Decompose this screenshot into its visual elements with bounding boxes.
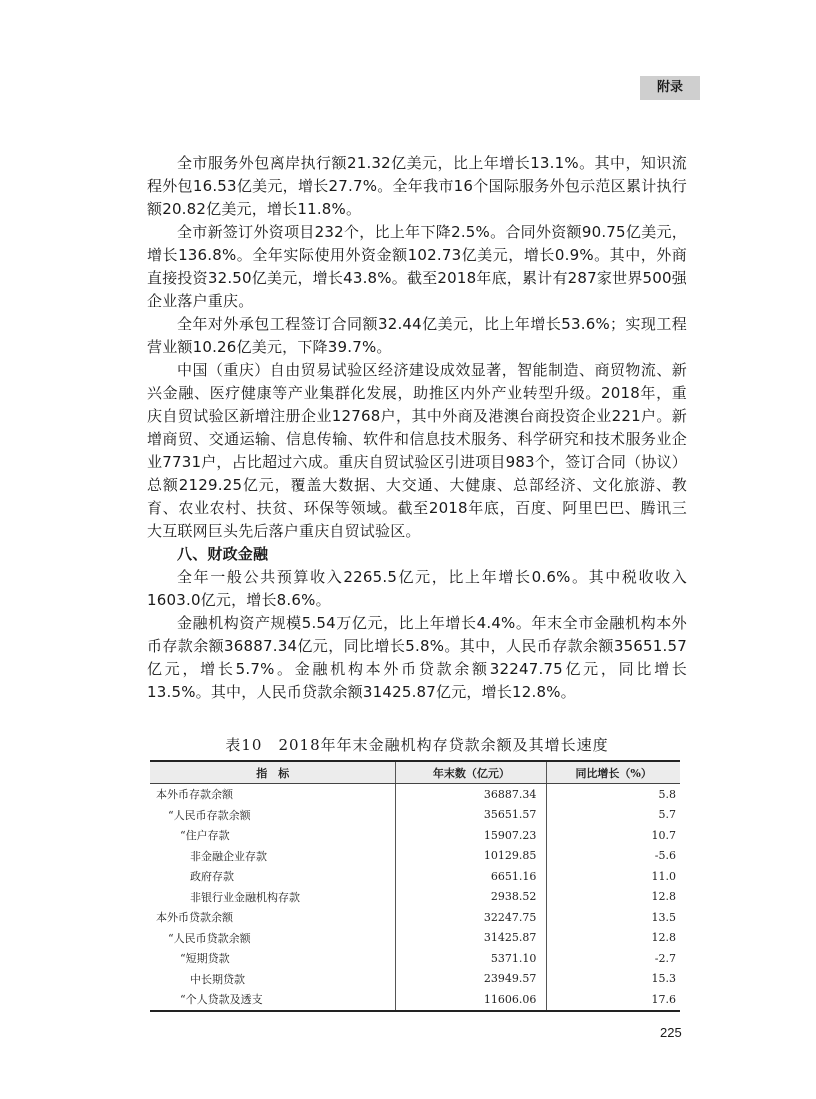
table-row (150, 784, 680, 805)
row-value: 5371.10 (396, 948, 547, 969)
table-row (150, 989, 680, 1011)
row-label: 本外币存款余额 (156, 788, 233, 802)
table-row (150, 825, 680, 846)
table-caption: 表10 2018年年末金融机构存贷款余额及其增长速度 (225, 736, 609, 754)
row-growth: 10.7 (547, 825, 680, 846)
table-row (150, 805, 680, 826)
row-label: 本外币贷款余额 (156, 911, 233, 925)
row-value: 2938.52 (396, 887, 547, 908)
row-growth: 5.8 (547, 784, 680, 805)
table-row (150, 948, 680, 969)
row-growth: 11.0 (547, 866, 680, 887)
body-text (147, 152, 687, 704)
paragraph-free-trade-zone: 中国（重庆）自由贸易试验区经济建设成效显著，智能制造、商贸物流、新兴金融、医疗健康等产业集群化发展，助推区内外产业转型升级。2018年，重庆自贸试验区新增注册企业12768户，其中外商及港澳台商投资企业221户。新增商贸、交通运输、信息传输、软件和信息技术服务、科学研究和技术服务业企业7731户，占比超过六成。重庆自贸试验区引进项目983个，签订合同（协议）总额2129.25亿元，覆盖大数据、大交通、大健康、总部经济、文化旅游、教育、农业农村、扶贫、环保等领域。截至2018年底，百度、阿里巴巴、腾讯三大互联网巨头先后落户重庆自贸试验区。 (147, 361, 687, 540)
row-growth: -5.6 (547, 846, 680, 867)
row-growth: 15.3 (547, 969, 680, 990)
table-row (150, 887, 680, 908)
row-growth: 12.8 (547, 887, 680, 908)
row-value: 11606.06 (396, 989, 547, 1011)
row-value: 31425.87 (396, 928, 547, 949)
row-growth: 13.5 (547, 907, 680, 928)
row-label: 政府存款 (190, 870, 234, 884)
row-value: 6651.16 (396, 866, 547, 887)
row-growth: 5.7 (547, 805, 680, 826)
section-heading-finance: 八、财政金融 (177, 545, 269, 563)
row-growth: -2.7 (547, 948, 680, 969)
row-value: 32247.75 (396, 907, 547, 928)
row-label: 非金融企业存款 (190, 849, 267, 863)
table-row (150, 846, 680, 867)
paragraph-budget-revenue: 全年一般公共预算收入2265.5亿元，比上年增长0.6%。其中税收收入1603.0亿元，增长8.6%。 (147, 568, 687, 609)
paragraph-service-outsourcing: 全市服务外包离岸执行额21.32亿美元，比上年增长13.1%。其中，知识流程外包16.53亿美元，增长27.7%。全年我市16个国际服务外包示范区累计执行额20.82亿美元，增长11.8%。 (147, 154, 687, 218)
table-row (150, 928, 680, 949)
row-label: “短期贷款 (180, 952, 230, 966)
paragraph-foreign-investment: 全市新签订外资项目232个，比上年下降2.5%。合同外资额90.75亿美元，增长136.8%。全年实际使用外资金额102.73亿美元，增长0.9%。其中，外商直接投资32.50亿美元，增长43.8%。截至2018年底，累计有287家世界500强企业落户重庆。 (147, 223, 687, 310)
column-header-indicator: 指 标 (150, 761, 396, 784)
row-growth: 12.8 (547, 928, 680, 949)
row-label: “个人贷款及透支 (150, 989, 396, 1011)
table-header-row (150, 761, 680, 784)
column-header-growth: 同比增长（%） (547, 761, 680, 784)
paragraph-contracting: 全年对外承包工程签订合同额32.44亿美元，比上年增长53.6%；实现工程营业额10.26亿美元，下降39.7%。 (147, 315, 687, 356)
row-growth: 17.6 (547, 989, 680, 1011)
row-label: “住户存款 (180, 829, 230, 843)
row-value: 15907.23 (396, 825, 547, 846)
row-value: 35651.57 (396, 805, 547, 826)
table-row (150, 907, 680, 928)
row-label: “人民币存款余额 (168, 808, 251, 822)
paragraph-financial-institutions: 金融机构资产规模5.54万亿元，比上年增长4.4%。年末全市金融机构本外币存款余额36887.34亿元，同比增长5.8%。其中，人民币存款余额35651.57亿元，增长5.7%。金融机构本外币贷款余额32247.75亿元，同比增长13.5%。其中，人民币贷款余额31425.87亿元，增长12.8%。 (147, 614, 687, 701)
table-row (150, 866, 680, 887)
row-label: “人民币贷款余额 (168, 931, 251, 945)
row-value: 10129.85 (396, 846, 547, 867)
row-value: 23949.57 (396, 969, 547, 990)
row-label: 中长期贷款 (190, 972, 245, 986)
row-value: 36887.34 (396, 784, 547, 805)
row-label: 非银行业金融机构存款 (190, 890, 300, 904)
table-row (150, 969, 680, 990)
deposit-loan-table (150, 760, 680, 1012)
section-header-tab: 附录 (640, 76, 700, 100)
page-number: 225 (660, 1025, 682, 1040)
column-header-year-end: 年末数（亿元） (396, 761, 547, 784)
